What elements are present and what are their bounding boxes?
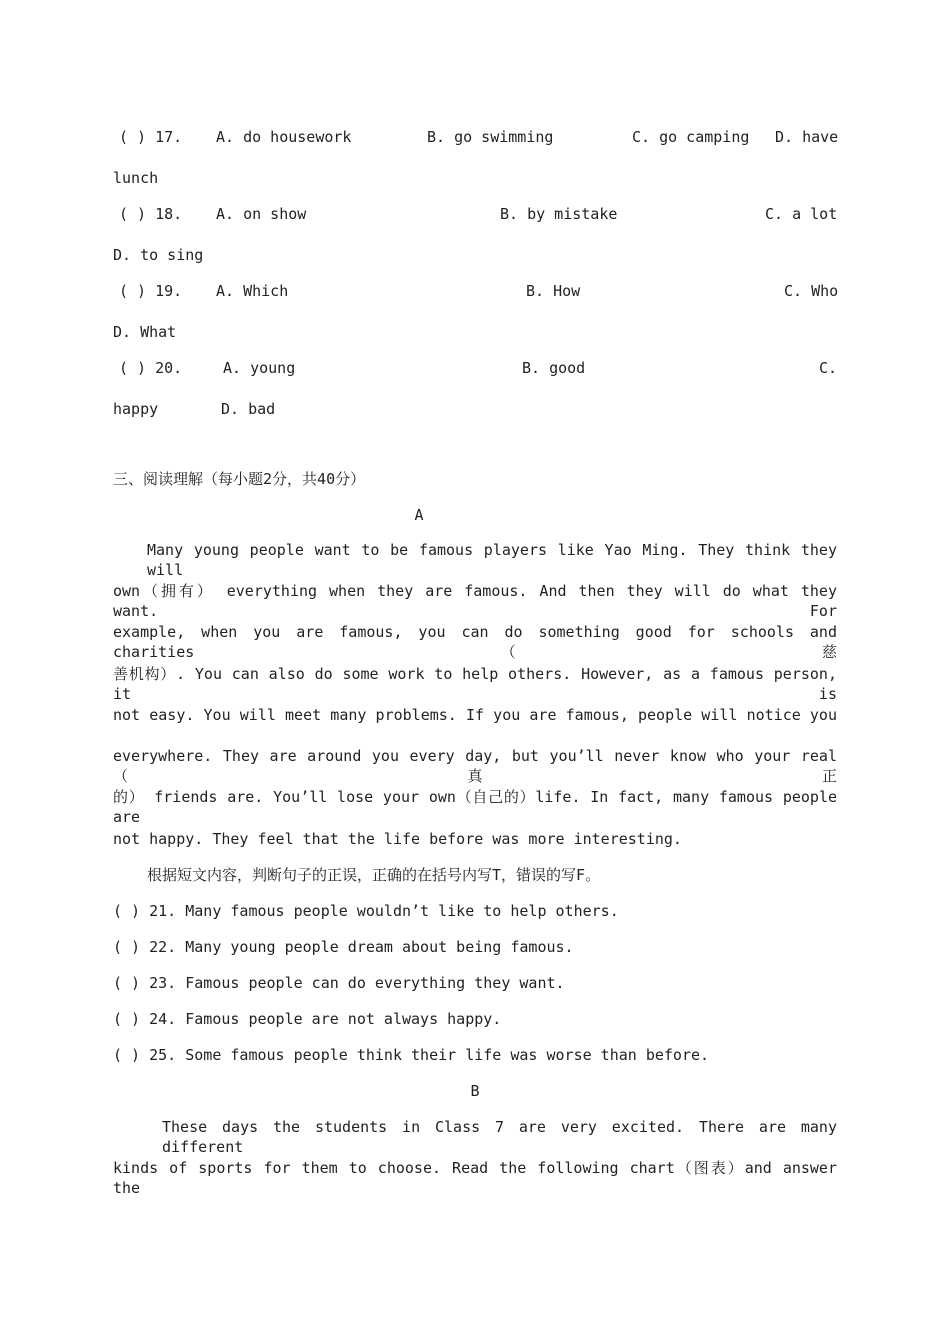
- question-19-wrap: [113, 322, 837, 342]
- option-b-19: B. How: [526, 282, 581, 300]
- passage-a-line-6: everywhere. They are around you every day, but you’ll never know who your real （真正: [113, 747, 837, 785]
- question-18-wrap: [113, 245, 837, 265]
- question-17: [113, 127, 837, 147]
- passage-a-label: A: [414, 506, 424, 524]
- option-d-17-wrap: lunch: [113, 169, 159, 187]
- question-19: [113, 281, 837, 301]
- passage-a-line-7: 的） friends are. You’ll lose your own（自己的）life. In fact, many famous people are: [113, 788, 837, 826]
- passage-a-line-3: example, when you are famous, you can do something good for schools and charities（慈: [113, 623, 837, 661]
- option-a-18: A. on show: [216, 205, 307, 223]
- option-a-19: A. Which: [216, 282, 289, 300]
- question-18: [113, 204, 837, 224]
- answer-bracket-20[interactable]: ( ) 20.: [119, 359, 183, 377]
- answer-bracket-19[interactable]: ( ) 19.: [119, 282, 183, 300]
- option-b-18: B. by mistake: [500, 205, 618, 223]
- question-17-wrap: [113, 168, 837, 188]
- option-b-20: B. good: [522, 359, 586, 377]
- passage-a-line-8: not happy. They feel that the life before was more interesting.: [113, 830, 682, 848]
- tf-item-25[interactable]: ( ) 25. Some famous people think their life was worse than before.: [113, 1046, 710, 1064]
- option-c-17: C. go camping: [632, 128, 750, 146]
- tf-item-22[interactable]: ( ) 22. Many young people dream about being famous.: [113, 938, 574, 956]
- option-a-20: A. young: [223, 359, 296, 377]
- option-d-17: D. have: [775, 128, 839, 146]
- section-heading: 三、阅读理解（每小题2分，共40分）: [113, 470, 366, 488]
- option-a-17: A. do housework: [216, 128, 352, 146]
- passage-a-line-5: not easy. You will meet many problems. If you are famous, people will notice you: [113, 706, 837, 724]
- passage-a-line-2: own（拥有） everything when they are famous. And then they will do what they want. For: [113, 582, 837, 620]
- option-c-20: C.: [819, 359, 838, 377]
- question-20-wrap: [113, 399, 837, 419]
- option-c-18: C. a lot: [765, 205, 838, 223]
- answer-bracket-18[interactable]: ( ) 18.: [119, 205, 183, 223]
- passage-a-line-4: 善机构）. You can also do some work to help others. However, as a famous person, it is: [113, 665, 837, 703]
- passage-b-label: B: [470, 1082, 480, 1100]
- passage-b-line-2: kinds of sports for them to choose. Read the following chart（图表）and answer the: [113, 1159, 837, 1197]
- passage-b-line-1: These days the students in Class 7 are very excited. There are many different: [162, 1118, 837, 1156]
- option-b-17: B. go swimming: [427, 128, 554, 146]
- tf-item-24[interactable]: ( ) 24. Famous people are not always happy.: [113, 1010, 502, 1028]
- tf-item-23[interactable]: ( ) 23. Famous people can do everything they want.: [113, 974, 565, 992]
- question-20: [113, 358, 837, 378]
- answer-bracket-17[interactable]: ( ) 17.: [119, 128, 183, 146]
- option-c-20-wrap: happy: [113, 400, 159, 418]
- option-d-20: D. bad: [221, 400, 276, 418]
- tf-item-21[interactable]: ( ) 21. Many famous people wouldn’t like to help others.: [113, 902, 619, 920]
- option-c-19: C. Who: [784, 282, 839, 300]
- instruction-text: 根据短文内容，判断句子的正误，正确的在括号内写T，错误的写F。: [147, 866, 601, 884]
- option-d-19: D. What: [113, 323, 177, 341]
- passage-a-line-1: Many young people want to be famous players like Yao Ming. They think they will: [147, 541, 837, 579]
- option-d-18: D. to sing: [113, 246, 204, 264]
